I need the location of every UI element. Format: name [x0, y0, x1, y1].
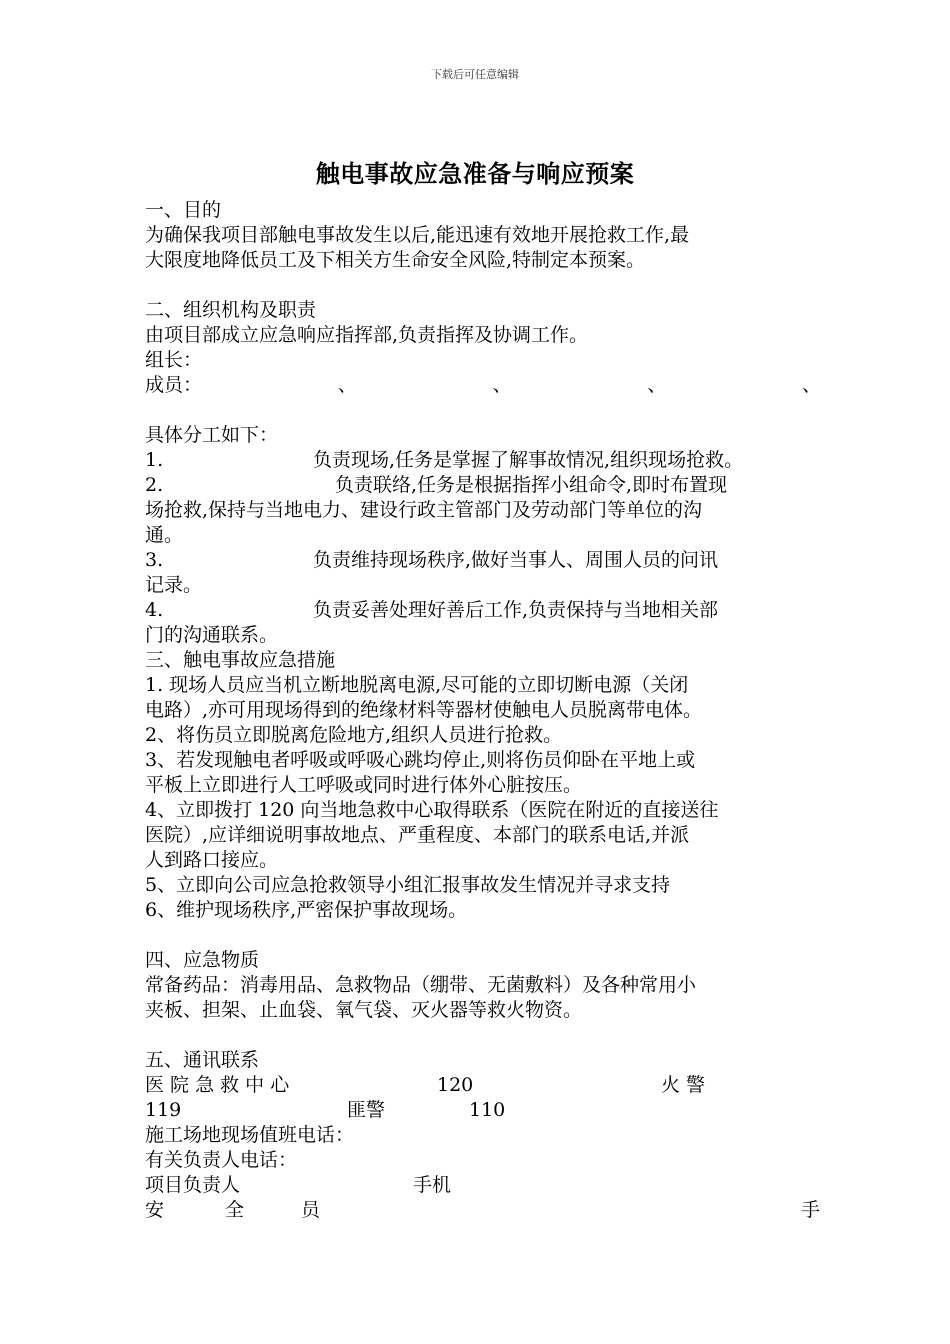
spacer [145, 923, 821, 948]
safety-officer-line [145, 1198, 821, 1223]
measure-line: 3、若发现触电者呼吸或呼吸心跳均停止,则将伤员仰卧在平地上或 [145, 749, 696, 771]
duty-number: 4. [145, 599, 164, 621]
measure-line: 1. 现场人员应当机立断地脱离电源,尽可能的立即切断电源（关闭 [145, 674, 689, 696]
duty-item-3 [145, 548, 821, 573]
pm-mobile-label: 手机 [413, 1174, 452, 1196]
duty-item-2-cont: 通。 [145, 524, 184, 546]
members-line [145, 373, 821, 398]
section-4-heading: 四、应急物质 [145, 949, 260, 971]
members-separator: 、 [337, 374, 357, 396]
supplies-line: 常备药品：消毒用品、急救物品（绷带、无菌敷料）及各种常用小 [145, 974, 697, 996]
safety-char: 员 [301, 1199, 321, 1221]
members-label: 成员： [145, 374, 203, 396]
safety-char: 安 [145, 1199, 165, 1221]
duty-item-3-cont: 记录。 [145, 574, 203, 596]
section-1-para-line: 为确保我项目部触电事故发生以后,能迅速有效地开展抢救工作,最 [145, 224, 690, 246]
page-header: 下载后可任意编辑 [431, 68, 519, 81]
measure-line: 5、立即向公司应急抢救领导小组汇报事故发生情况并寻求支持 [145, 874, 671, 896]
hospital-label: 医 院 急 救 中 心 [145, 1074, 290, 1096]
supplies-line: 夹板、担架、止血袋、氧气袋、灭火器等救火物资。 [145, 999, 583, 1021]
fire-number: 119 [145, 1099, 182, 1121]
duty-item-4-cont: 门的沟通联系。 [145, 624, 279, 646]
section-2-intro: 由项目部成立应急响应指挥部,负责指挥及协调工作。 [145, 324, 589, 346]
duty-item-2 [145, 473, 821, 498]
measure-line: 6、维护现场秩序,严密保护事故现场。 [145, 899, 468, 921]
duty-number: 2. [145, 474, 164, 496]
measure-line: 医院）,应详细说明事故地点、严重程度、本部门的联系电话,并派 [145, 824, 690, 846]
emergency-numbers-line-1 [145, 1073, 821, 1098]
hospital-number: 120 [437, 1074, 474, 1096]
police-number: 110 [469, 1099, 506, 1121]
measure-line: 人到路口接应。 [145, 849, 279, 871]
duty-item-2-cont: 场抢救,保持与当地电力、建设行政主管部门及劳动部门等单位的沟 [145, 499, 703, 521]
duty-item-4 [145, 598, 821, 623]
spacer [145, 1023, 821, 1048]
duty-text: 负责现场,任务是掌握了解事故情况,组织现场抢救。 [313, 449, 744, 471]
police-label: 匪警 [347, 1099, 386, 1121]
spacer [145, 398, 821, 423]
duty-text: 负责维持现场秩序,做好当事人、周围人员的问讯 [313, 549, 719, 571]
section-2-heading: 二、组织机构及职责 [145, 299, 317, 321]
project-manager-line [145, 1173, 821, 1198]
leader-line: 组长： [145, 349, 203, 371]
pm-label: 项目负责人 [145, 1174, 241, 1196]
safety-char: 全 [225, 1199, 245, 1221]
members-separator: 、 [801, 374, 821, 396]
site-phone-line: 施工场地现场值班电话： [145, 1124, 355, 1146]
document-body [145, 198, 821, 1223]
section-5-heading: 五、通讯联系 [145, 1049, 260, 1071]
measure-line: 2、将伤员立即脱离危险地方,组织人员进行抢救。 [145, 724, 563, 746]
fire-label: 火 警 [661, 1074, 706, 1096]
measure-line: 平板上立即进行人工呼吸或同时进行体外心脏按压。 [145, 774, 583, 796]
measure-line: 电路）,亦可用现场得到的绝缘材料等器材使触电人员脱离带电体。 [145, 699, 703, 721]
spacer [145, 273, 821, 298]
members-separator: 、 [647, 374, 667, 396]
duty-number: 3. [145, 549, 164, 571]
section-1-heading: 一、目的 [145, 199, 222, 221]
duty-text: 负责联络,任务是根据指挥小组命令,即时布置现 [335, 474, 728, 496]
section-3-heading: 三、触电事故应急措施 [145, 649, 336, 671]
members-separator: 、 [492, 374, 512, 396]
duty-number: 1. [145, 449, 164, 471]
division-heading: 具体分工如下： [145, 424, 279, 446]
duty-text: 负责妥善处理好善后工作,负责保持与当地相关部 [313, 599, 719, 621]
document-title: 触电事故应急准备与响应预案 [315, 159, 635, 188]
section-1-para-line: 大限度地降低员工及下相关方生命安全风险,特制定本预案。 [145, 249, 646, 271]
safety-mobile-label: 手 [801, 1199, 821, 1221]
responsible-phone-line: 有关负责人电话： [145, 1149, 298, 1171]
duty-item-1 [145, 448, 821, 473]
measure-line: 4、立即拨打 120 向当地急救中心取得联系（医院在附近的直接送往 [145, 799, 719, 821]
emergency-numbers-line-2 [145, 1098, 821, 1123]
